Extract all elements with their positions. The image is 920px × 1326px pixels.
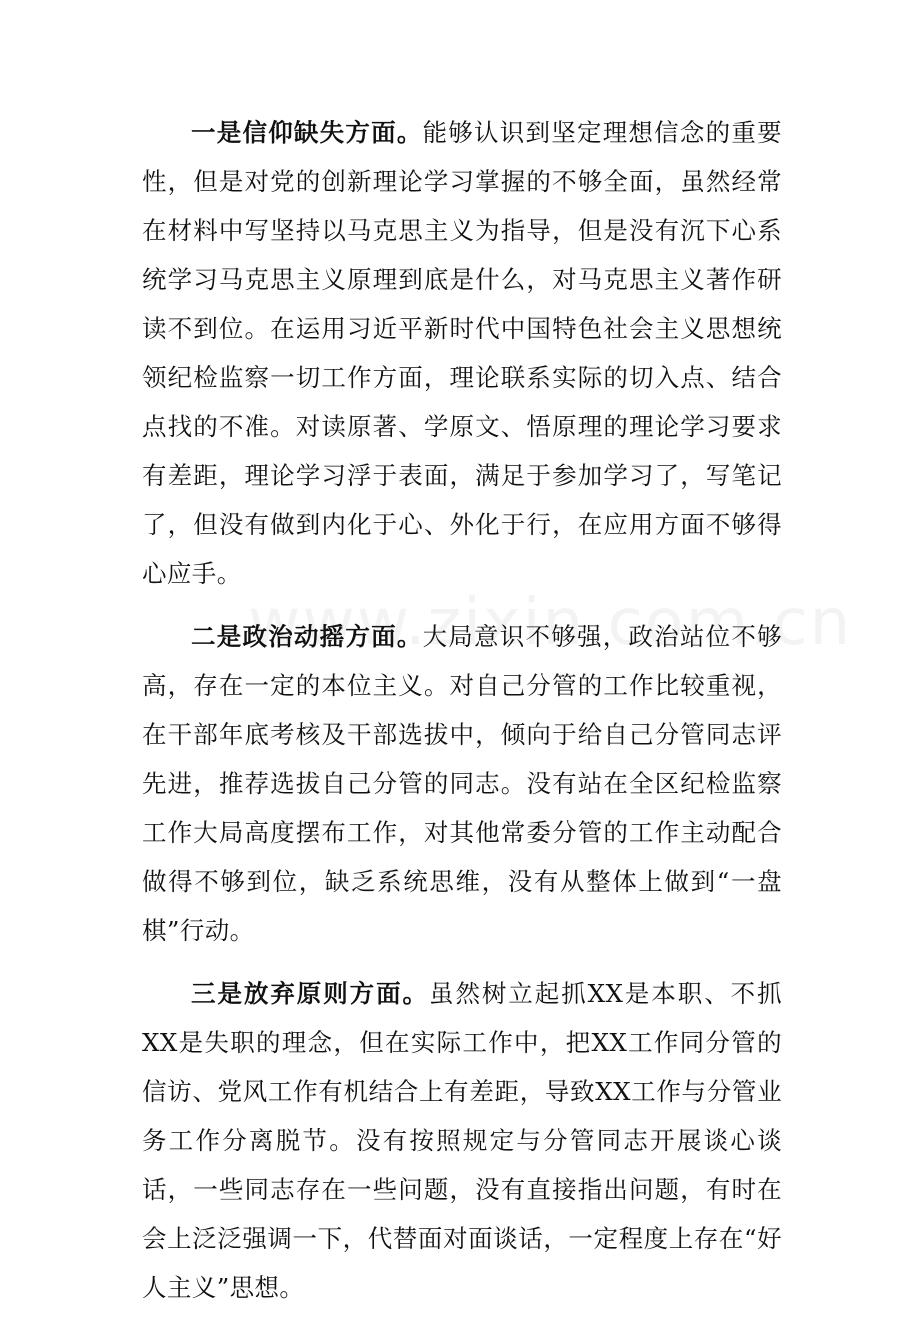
- paragraph-principles: [142, 969, 782, 1312]
- paragraph-text: 能够认识到坚定理想信念的重要性，但是对党的创新理论学习掌握的不够全面，虽然经常在材料中写坚持以马克思主义为指导，但是没有沉下心系统学习马克思主义原理到底是什么，对马克思主义著作研读不到位。在运用习近平新时代中国特色社会主义思想统领纪检监察一切工作方面，理论联系实际的切入点、结合点找的不准。对读原著、学原文、悟原理的理论学习要求有差距，理论学习浮于表面，满足于参加学习了，写笔记了，但没有做到内化于心、外化于行，在应用方面不够得心应手。: [142, 118, 782, 588]
- paragraph-heading: 一是信仰缺失方面。: [191, 118, 423, 147]
- paragraph-text: 虽然树立起抓XX是本职、不抓XX是失职的理念，但在实际工作中，把XX工作同分管的信访、党风工作有机结合上有差距，导致XX工作与分管业务工作分离脱节。没有按照规定与分管同志开展谈心谈话，一些同志存在一些问题，没有直接指出问题，有时在会上泛泛强调一下，代替面对面谈话，一定程度上存在“好人主义”思想。: [142, 979, 783, 1302]
- paragraph-heading: 三是放弃原则方面。: [191, 979, 429, 1008]
- paragraph-faith: [142, 108, 782, 598]
- paragraph-text: 大局意识不够强，政治站位不够高，存在一定的本位主义。对自己分管的工作比较重视，在干部年底考核及干部选拔中，倾向于给自己分管同志评先进，推荐选拔自己分管的同志。没有站在全区纪检监察工作大局高度摆布工作，对其他常委分管的工作主动配合做得不够到位，缺乏系统思维，没有从整体上做到“一盘棋”行动。: [142, 622, 782, 945]
- document-body: [142, 108, 782, 1326]
- paragraph-heading: 二是政治动摇方面。: [191, 622, 423, 651]
- paragraph-politics: [142, 612, 782, 955]
